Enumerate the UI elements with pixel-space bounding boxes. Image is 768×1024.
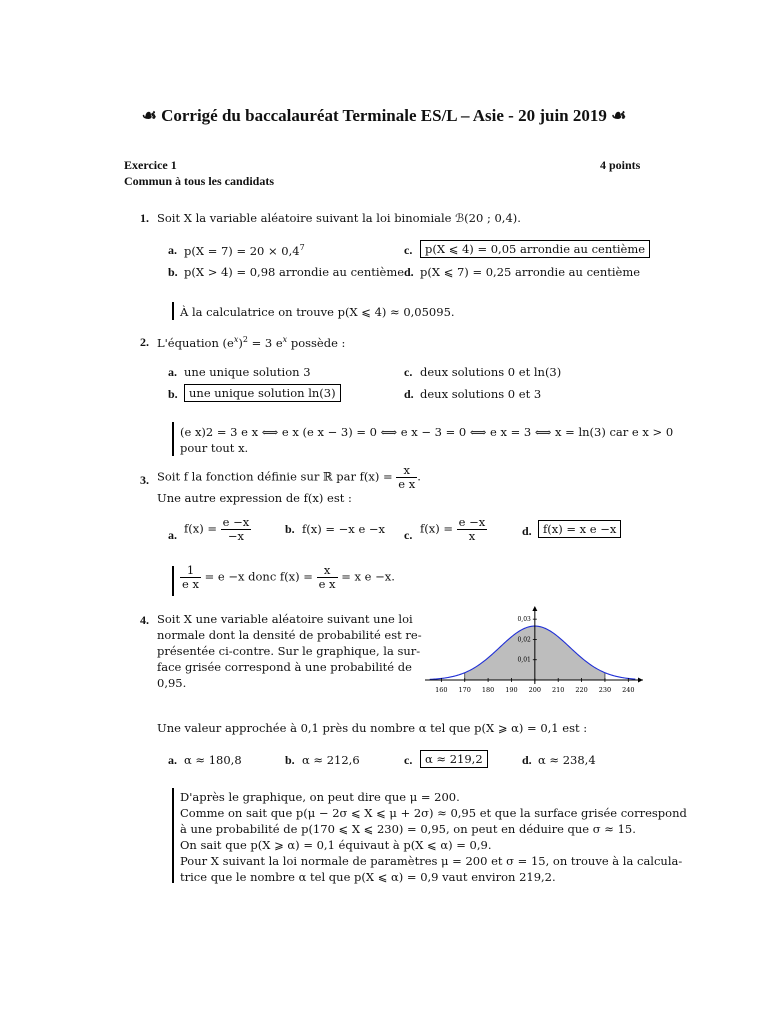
y-tick-label: 0,03 <box>517 616 531 624</box>
x-tick-label: 220 <box>575 686 588 694</box>
q3-stem: Soit f la fonction définie sur ℝ par f(x) = $\frac{x}{\text{e x}}$ . <box>157 463 421 492</box>
q2-d-label: d. <box>404 387 414 401</box>
x-tick-label: 180 <box>481 686 495 694</box>
q2-c-label: c. <box>404 365 413 379</box>
q3-d-label: d. <box>522 524 532 538</box>
q4-number: 4. <box>140 613 149 627</box>
q3-b-label: b. <box>285 522 295 536</box>
q3-answer: $\frac{1}{\text{e x}}$ = e −x donc f(x) = $\frac{x}{\text{e x}}$ = x e −x. <box>182 563 395 592</box>
q4-answer-line: On sait que p(X ⩾ α) = 0,1 équivaut à p(X ⩽ α) = 0,9. <box>180 838 492 852</box>
q3-c-label: c. <box>404 528 413 542</box>
q1-number: 1. <box>140 211 149 225</box>
q2-b-text-correct: une unique solution ln(3) <box>184 384 341 402</box>
x-tick-label: 190 <box>505 686 518 694</box>
q4-c-text-correct: α ≈ 219,2 <box>420 750 488 768</box>
answer-bar <box>172 788 174 883</box>
q3-a-label: a. <box>168 528 177 542</box>
q4-answer-line: à une probabilité de p(170 ⩽ X ⩽ 230) = 0,95, on peut en déduire que σ ≈ 15. <box>180 822 636 836</box>
q4-answer <box>180 789 687 885</box>
x-tick-label: 210 <box>551 686 565 694</box>
x-tick-label: 240 <box>622 686 635 694</box>
q2-number: 2. <box>140 335 149 349</box>
q2-stem: L'équation $(e^x)^2 = 3$ $e^x$ possède : <box>157 335 346 350</box>
q2-answer-line2: pour tout x. <box>180 441 249 455</box>
q4-a-label: a. <box>168 753 177 767</box>
q1-a-text: $p(X = 7) = 20 \times 0,4^7$ <box>184 243 305 258</box>
x-axis-arrow-icon <box>638 678 643 683</box>
q1-c-label: c. <box>404 243 413 257</box>
q2-b-label: b. <box>168 387 178 401</box>
q4-d-label: d. <box>522 753 532 767</box>
q1-a-label: a. <box>168 243 177 257</box>
q1-c-text-correct: p(X ⩽ 4) = 0,05 arrondie au centième <box>420 240 650 258</box>
q4-answer-line: Pour X suivant la loi normale de paramètres μ = 200 et σ = 15, on trouve à la calcula- <box>180 854 683 868</box>
q4-b-text: α ≈ 212,6 <box>302 753 360 767</box>
q3-a-text: f(x) = $\frac{e -x}{-x}$ <box>184 515 250 544</box>
page-title <box>0 106 768 126</box>
q4-b-label: b. <box>285 753 295 767</box>
answer-bar <box>172 422 174 456</box>
y-tick-label: 0,01 <box>517 656 531 664</box>
x-tick-label: 200 <box>528 686 542 694</box>
exercise-points: 4 points <box>600 158 641 172</box>
q4-stem-line: 0,95. <box>157 676 187 690</box>
exercise-subtitle: Commun à tous les candidats <box>124 174 275 188</box>
exercise-name: Exercice 1 <box>124 158 177 172</box>
x-tick-label: 160 <box>435 686 448 694</box>
q3-b-text: f(x) = −x e −x <box>302 522 386 536</box>
q1-answer: À la calculatrice on trouve p(X ⩽ 4) ≈ 0,05095. <box>180 305 455 319</box>
q2-a-text: une unique solution 3 <box>184 365 311 379</box>
q4-stem-line: Soit X une variable aléatoire suivant une loi <box>157 612 413 626</box>
q1-b-text: p(X > 4) = 0,98 arrondie au centième <box>184 265 405 279</box>
q3-d-text-correct: f(x) = x e −x <box>538 520 621 538</box>
q4-answer-line: trice que le nombre α tel que p(X ⩽ α) = 0,9 vaut environ 219,2. <box>180 870 556 884</box>
q4-a-text: α ≈ 180,8 <box>184 753 242 767</box>
answer-bar <box>172 302 174 320</box>
x-tick-label: 170 <box>458 686 471 694</box>
q2-d-text: deux solutions 0 et 3 <box>420 387 542 401</box>
q3-stem-line2: Une autre expression de f(x) est : <box>157 491 352 505</box>
q2-a-label: a. <box>168 365 177 379</box>
q1-d-text: p(X ⩽ 7) = 0,25 arrondie au centième <box>420 265 641 279</box>
q2-c-text: deux solutions 0 et ln(3) <box>420 365 562 379</box>
x-tick-label: 230 <box>598 686 612 694</box>
q4-stem-line: normale dont la densité de probabilité est re- <box>157 628 422 642</box>
q1-b-label: b. <box>168 265 178 279</box>
y-tick-label: 0,02 <box>517 636 531 644</box>
q3-number: 3. <box>140 473 149 487</box>
q4-c-label: c. <box>404 753 413 767</box>
q4-stem <box>157 611 422 691</box>
q3-c-text: f(x) = $\frac{e -x}{x}$ <box>420 515 486 544</box>
answer-bar <box>172 566 174 596</box>
ornament-right-icon: ☙ <box>611 106 627 125</box>
q4-question: Une valeur approchée à 0,1 près du nombre α tel que p(X ⩾ α) = 0,1 est : <box>157 721 588 735</box>
q4-answer-line: D'après le graphique, on peut dire que μ = 200. <box>180 790 460 804</box>
ornament-left-icon: ☙ <box>141 106 157 125</box>
q2-answer-line1: (e x)2 = 3 e x ⟺ e x (e x − 3) = 0 ⟺ e x − 3 = 0 ⟺ e x = 3 ⟺ x = ln(3) car e x > 0 <box>180 425 674 439</box>
q4-d-text: α ≈ 238,4 <box>538 753 596 767</box>
title-text: Corrigé du baccalauréat Terminale ES/L – Asie - 20 juin 2019 <box>161 106 607 125</box>
q1-stem: Soit X la variable aléatoire suivant la loi binomiale ℬ(20 ; 0,4). <box>157 211 521 225</box>
q1-d-label: d. <box>404 265 414 279</box>
q4-stem-line: présentée ci-contre. Sur le graphique, la sur- <box>157 644 421 658</box>
y-axis-arrow-icon <box>532 606 537 611</box>
q4-answer-line: Comme on sait que p(μ − 2σ ⩽ X ⩽ μ + 2σ) ≈ 0,95 et que la surface grisée correspond <box>180 806 687 820</box>
normal-density-chart <box>425 605 645 700</box>
q4-stem-line: face grisée correspond à une probabilité de <box>157 660 412 674</box>
